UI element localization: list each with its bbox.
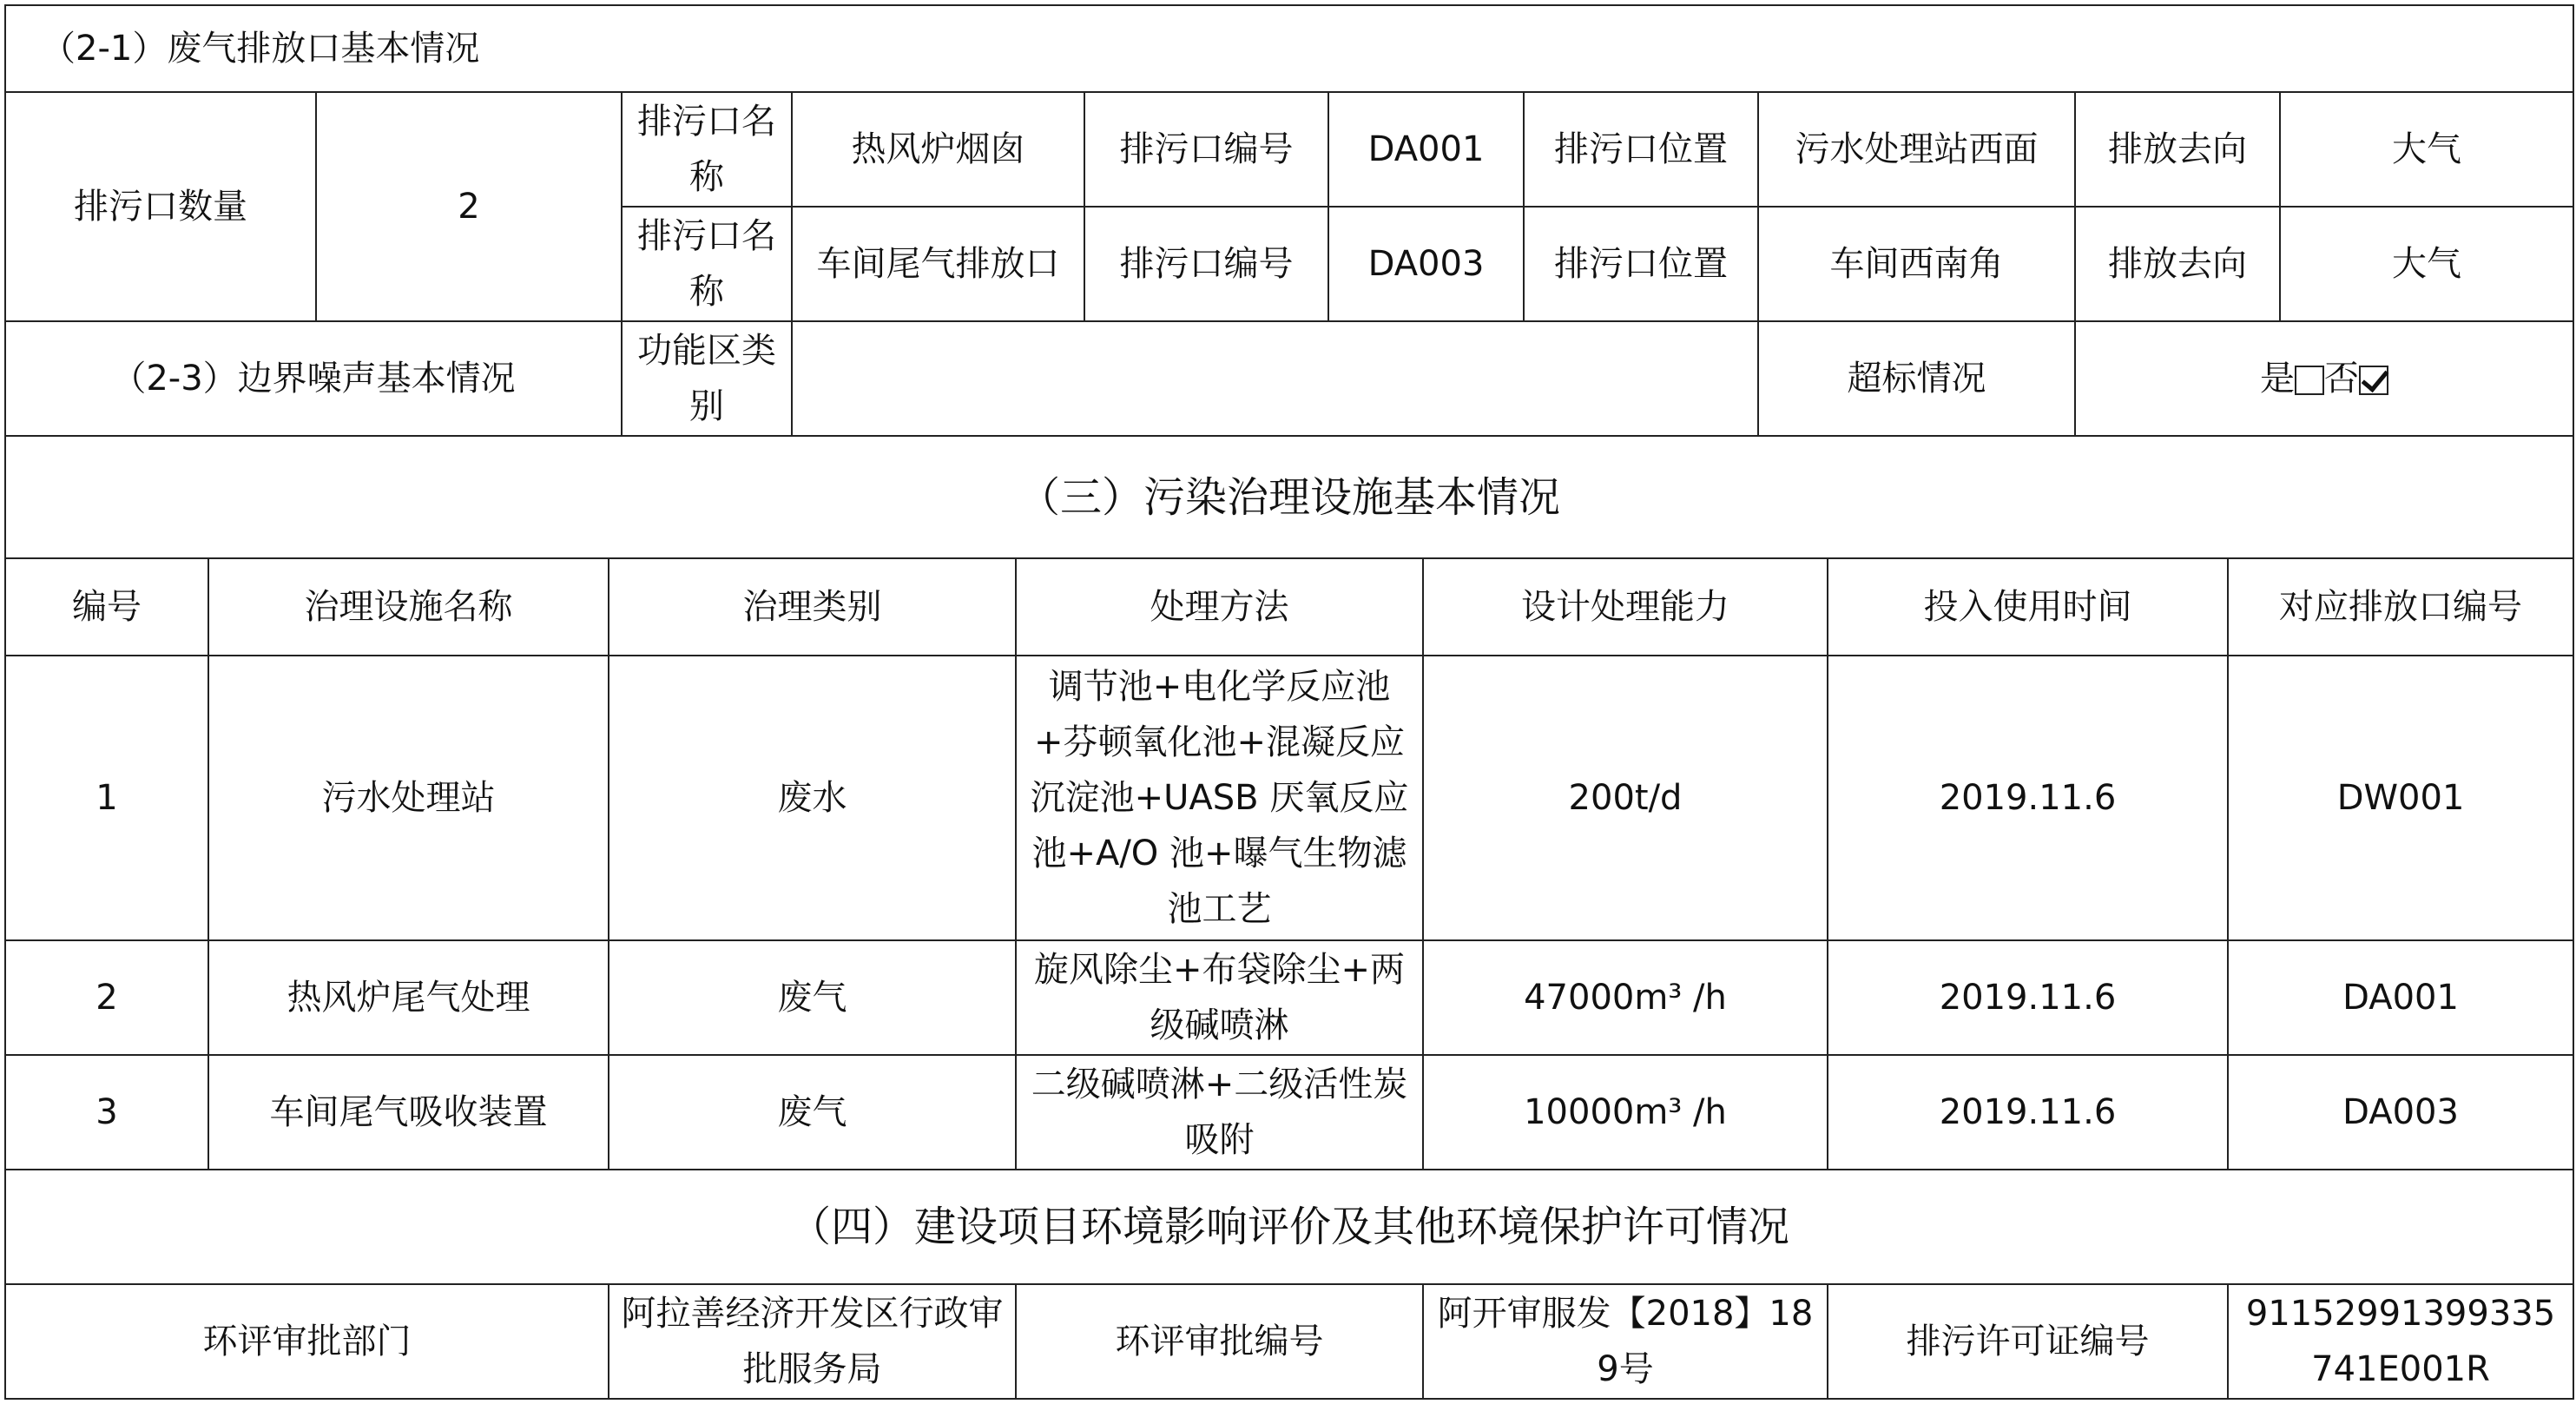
outlet-count-label: 排污口数量 (5, 92, 316, 321)
outlet-destination-label: 排放去向 (2075, 207, 2280, 321)
eia-dept-label: 环评审批部门 (5, 1284, 609, 1399)
facility-outlet: DA001 (2228, 940, 2573, 1055)
table-row (5, 940, 2573, 1055)
no-label: 否 (2324, 359, 2360, 399)
exceed-label: 超标情况 (1758, 321, 2075, 436)
outlet-destination-label: 排放去向 (2075, 92, 2280, 207)
sec3-title: （三）污染治理设施基本情况 (5, 437, 2573, 558)
sec21-title: （2-1）废气排放口基本情况 (5, 5, 2573, 92)
outlet-location: 污水处理站西面 (1758, 92, 2075, 207)
outlet-location-label: 排污口位置 (1524, 92, 1758, 207)
header-method: 处理方法 (1016, 558, 1423, 656)
outlet-table (4, 4, 2574, 437)
outlet-destination: 大气 (2280, 207, 2573, 321)
outlet-name-label: 排污口名称 (622, 207, 792, 321)
header-date: 投入使用时间 (1828, 558, 2228, 656)
outlet-location: 车间西南角 (1758, 207, 2075, 321)
facility-capacity: 47000m³ /h (1423, 940, 1828, 1055)
facility-no: 3 (5, 1055, 208, 1170)
facility-name: 车间尾气吸收装置 (208, 1055, 609, 1170)
header-no: 编号 (5, 558, 208, 656)
facility-capacity: 200t/d (1423, 656, 1828, 940)
yes-checkbox[interactable] (2295, 366, 2324, 395)
table-row (5, 656, 2573, 940)
outlet-code-label: 排污口编号 (1084, 92, 1328, 207)
eia-code-label: 环评审批编号 (1016, 1284, 1423, 1399)
eia-code: 阿开审服发【2018】189号 (1423, 1284, 1828, 1399)
zone-value (792, 321, 1758, 436)
facility-method: 二级碱喷淋+二级活性炭吸附 (1016, 1055, 1423, 1170)
outlet-name-label: 排污口名称 (622, 92, 792, 207)
facility-name: 污水处理站 (208, 656, 609, 940)
facility-outlet: DW001 (2228, 656, 2573, 940)
outlet-name: 车间尾气排放口 (792, 207, 1084, 321)
sec23-title: （2-3）边界噪声基本情况 (5, 321, 622, 436)
outlet-code-label: 排污口编号 (1084, 207, 1328, 321)
header-outlet: 对应排放口编号 (2228, 558, 2573, 656)
facility-method: 旋风除尘+布袋除尘+两级碱喷淋 (1016, 940, 1423, 1055)
facility-type: 废水 (609, 656, 1016, 940)
facility-date: 2019.11.6 (1828, 656, 2228, 940)
outlet-code: DA001 (1328, 92, 1524, 207)
header-name: 治理设施名称 (208, 558, 609, 656)
outlet-code: DA003 (1328, 207, 1524, 321)
sec4-title: （四）建设项目环境影响评价及其他环境保护许可情况 (5, 1170, 2573, 1284)
header-type: 治理类别 (609, 558, 1016, 656)
outlet-destination: 大气 (2280, 92, 2573, 207)
facility-type: 废气 (609, 940, 1016, 1055)
outlet-count-value: 2 (316, 92, 622, 321)
outlet-name: 热风炉烟囱 (792, 92, 1084, 207)
facility-no: 2 (5, 940, 208, 1055)
zone-label: 功能区类别 (622, 321, 792, 436)
facility-name: 热风炉尾气处理 (208, 940, 609, 1055)
outlet-location-label: 排污口位置 (1524, 207, 1758, 321)
eia-dept: 阿拉善经济开发区行政审批服务局 (609, 1284, 1016, 1399)
table-row (5, 1055, 2573, 1170)
facility-method: 调节池+电化学反应池+芬顿氧化池+混凝反应沉淀池+UASB 厌氧反应池+A/O 池+曝气生物滤池工艺 (1016, 656, 1423, 940)
yes-label: 是 (2260, 359, 2296, 399)
facility-table (4, 437, 2574, 1400)
no-checkbox[interactable] (2359, 366, 2388, 395)
facility-outlet: DA003 (2228, 1055, 2573, 1170)
permit-code: 91152991399335741E001R (2228, 1284, 2573, 1399)
facility-date: 2019.11.6 (1828, 1055, 2228, 1170)
header-capacity: 设计处理能力 (1423, 558, 1828, 656)
facility-no: 1 (5, 656, 208, 940)
facility-type: 废气 (609, 1055, 1016, 1170)
facility-capacity: 10000m³ /h (1423, 1055, 1828, 1170)
facility-date: 2019.11.6 (1828, 940, 2228, 1055)
environmental-report-table (4, 4, 2573, 1400)
exceed-options (2075, 321, 2573, 436)
permit-label: 排污许可证编号 (1828, 1284, 2228, 1399)
